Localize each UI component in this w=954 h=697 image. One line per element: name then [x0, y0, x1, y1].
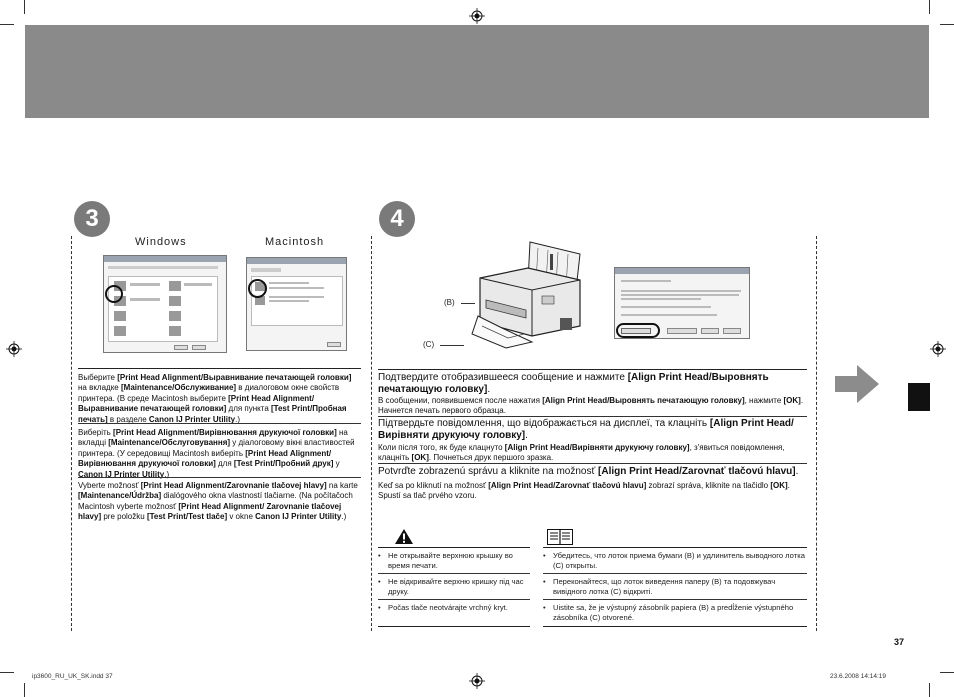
header-banner — [25, 25, 929, 118]
note-book-icon — [547, 529, 573, 545]
callout-line — [440, 345, 464, 346]
crop-mark — [0, 24, 14, 25]
macintosh-label: Macintosh — [265, 236, 325, 248]
footer-filename: ip3600_RU_UK_SK.indd 37 — [32, 673, 113, 680]
step-4-body-uk: Коли після того, як буде клацнуто [Align Print Head/Вирівняти друкуючу головку], з'явиться повідомлення, клацніть [OK]. Почнеться друк першого зразка. — [378, 443, 785, 463]
section-rule — [78, 423, 361, 424]
note-item-uk: • Переконайтеся, що лоток виведення паперу (B) та подовжувач вивідного лотка (C) відкриті. — [543, 577, 807, 597]
macintosh-dialog-screenshot — [246, 257, 347, 351]
step-4-body-sk: Keď sa po kliknutí na možnosť [Align Print Head/Zarovnať tlačovú hlavu] zobrazí správa, kliknite na tlačidlo [OK]. Spustí sa tlač prvého vzoru. — [378, 481, 790, 501]
column-divider — [816, 236, 817, 631]
column-divider — [371, 236, 372, 631]
note-item-sk: • Uistite sa, že je výstupný zásobník papiera (B) a predĺženie výstupného zásobníka (C) otvorené. — [543, 603, 807, 623]
caution-rule — [378, 626, 530, 627]
highlight-circle — [105, 285, 123, 303]
crop-mark — [929, 683, 930, 697]
callout-line — [461, 303, 475, 304]
caution-item-uk: • Не відкривайте верхню кришку під час друку. — [378, 577, 530, 597]
section-rule — [378, 369, 807, 370]
page-number: 37 — [894, 637, 905, 647]
highlight-circle — [616, 323, 660, 338]
step-4-number: 4 — [379, 201, 415, 237]
step-3-text-ru: Выберите [Print Head Alignment/Выравнивание печатающей головки] на вкладке [Maintenance/Обслуживание] в диалоговом окне свойств принтера. (В среде Macintosh выберите [Print Head Alignment/Выравнивание печатающей головки] для пункта [Test Print/Пробная печать] в разделе Canon IJ Printer Utility.) — [78, 373, 352, 424]
crop-mark — [940, 672, 954, 673]
step-3-number: 3 — [74, 201, 110, 237]
step-3-text-sk: Vyberte možnosť [Print Head Alignment/Zarovnanie tlačovej hlavy] na karte [Maintenance/Údržba] dialógového okna vlastností tlačiarne. (Na počítačoch Macintosh vyberte možnosť [Print Head Alignment/ Zarovnanie tlačovej hlavy] pre položku [Test Print/Test tlače] v okne Canon IJ Printer Utility.) — [78, 481, 358, 522]
note-divider — [543, 573, 807, 574]
crop-mark — [929, 0, 930, 14]
note-item-ru: • Убедитесь, что лоток приема бумаги (B) и удлинитель выводного лотка (C) открыты. — [543, 551, 807, 571]
note-rule — [543, 547, 807, 548]
caution-rule — [378, 547, 530, 548]
windows-dialog-screenshot — [103, 255, 227, 353]
dialog-titlebar — [104, 256, 226, 262]
section-rule — [78, 368, 361, 369]
registration-mark-icon — [930, 341, 946, 357]
note-divider — [543, 599, 807, 600]
windows-label: Windows — [135, 236, 187, 248]
callout-c: (C) — [423, 340, 435, 349]
crop-mark — [940, 24, 954, 25]
note-rule — [543, 626, 807, 627]
step-4-heading-ru: Подтвердите отобразившееся сообщение и нажмите [Align Print Head/Выровнять печатающую головку]. — [378, 372, 769, 395]
crop-mark — [24, 683, 25, 697]
highlight-circle — [248, 279, 267, 298]
column-divider — [71, 236, 72, 631]
caution-item-ru: • Не открывайте верхнюю крышку во время печати. — [378, 551, 530, 571]
registration-mark-icon — [469, 8, 485, 24]
step-4-heading-uk: Підтвердьте повідомлення, що відображається на дисплеї, та клацніть [Align Print Head/Вирівняти друкуючу головку]. — [378, 418, 794, 441]
section-rule — [78, 477, 361, 478]
footer-timestamp: 23.6.2008 14:14:19 — [830, 673, 887, 680]
callout-b: (B) — [444, 298, 455, 307]
printer-illustration — [462, 238, 586, 352]
step-4-heading-sk: Potvrďte zobrazenú správu a kliknite na možnosť [Align Print Head/Zarovnať tlačovú hlavu]. — [378, 466, 799, 477]
caution-divider — [378, 599, 530, 600]
caution-divider — [378, 573, 530, 574]
section-rule — [378, 416, 807, 417]
step-4-body-ru: В сообщении, появившемся после нажатия [Align Print Head/Выровнять печатающую головку], нажмите [OK]. Начнется печать первого образца. — [378, 396, 804, 416]
crop-mark — [0, 672, 14, 673]
dialog-titlebar — [615, 268, 749, 274]
caution-item-sk: • Počas tlače neotvárajte vrchný kryt. — [378, 603, 530, 613]
align-print-head-dialog-screenshot — [614, 267, 750, 339]
warning-icon — [394, 528, 414, 545]
registration-mark-icon — [6, 341, 22, 357]
step-3-text-uk: Виберіть [Print Head Alignment/Вирівнювання друкуючої головки] на вкладці [Maintenance/Обслуговування] у діалоговому вікні властивостей принтера. (У середовищі Macintosh виберіть [Print Head Alignment/Вирівнювання друкуючої головки] для [Test Print/Пробний друк] у Canon IJ Printer Utility.) — [78, 428, 355, 479]
crop-mark — [24, 0, 25, 14]
dialog-titlebar — [247, 258, 346, 264]
section-rule — [378, 463, 807, 464]
next-page-arrow-icon — [835, 365, 879, 403]
section-thumb-tab — [908, 383, 930, 411]
registration-mark-icon — [469, 673, 485, 689]
